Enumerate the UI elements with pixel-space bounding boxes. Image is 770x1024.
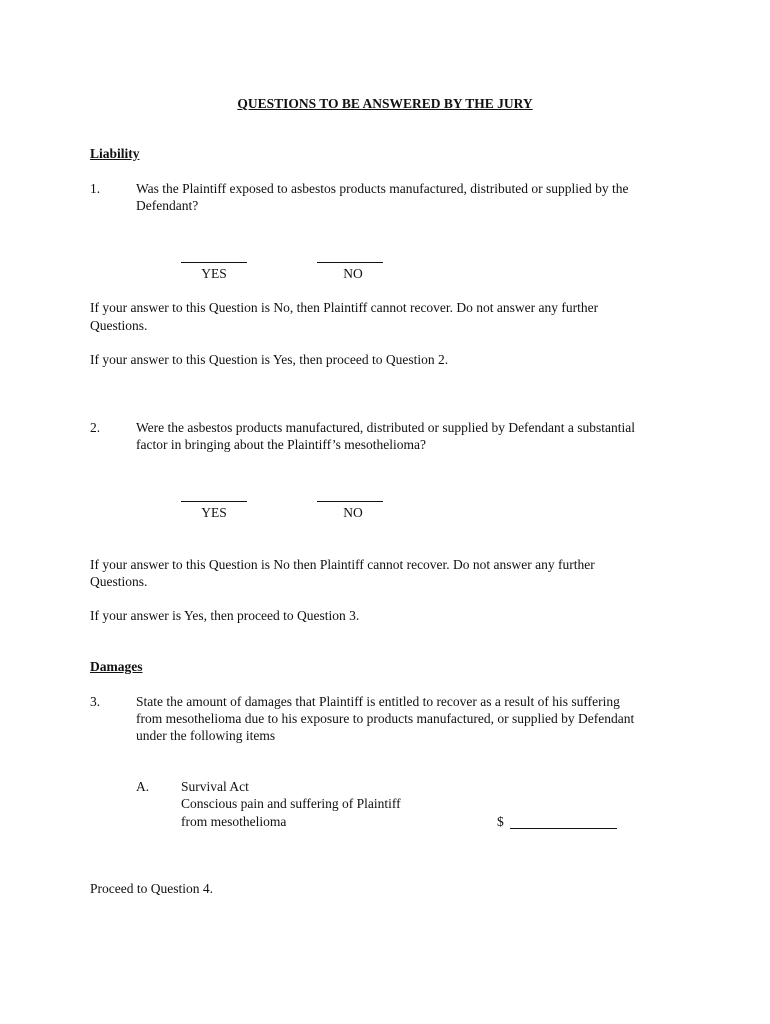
item-a-line-3: from mesothelioma bbox=[181, 814, 287, 829]
question-2-text-line-1: Were the asbestos products manufactured, distributed or supplied by Defendant a substantial bbox=[136, 420, 636, 435]
question-2-no-label: NO bbox=[343, 505, 363, 520]
question-1-if-no-line-1: If your answer to this Question is No, then Plaintiff cannot recover. Do not answer any further bbox=[90, 300, 599, 315]
liability-heading: Liability bbox=[90, 146, 140, 161]
question-2-no-blank[interactable] bbox=[317, 501, 383, 502]
question-3-text-line-1: State the amount of damages that Plaintiff is entitled to recover as a result of his suffering bbox=[136, 694, 620, 709]
question-2-text-line-2: factor in bringing about the Plaintiff’s mesothelioma? bbox=[136, 437, 426, 452]
page-title: QUESTIONS TO BE ANSWERED BY THE JURY bbox=[237, 96, 533, 111]
question-2-yes-blank[interactable] bbox=[181, 501, 247, 502]
currency-symbol: $ bbox=[497, 814, 504, 829]
item-a-line-1: Survival Act bbox=[181, 779, 249, 794]
question-1-no-label: NO bbox=[343, 266, 363, 281]
question-2-if-no-line-1: If your answer to this Question is No then Plaintiff cannot recover. Do not answer any further bbox=[90, 557, 595, 572]
question-3-text-line-3: under the following items bbox=[136, 728, 276, 743]
question-1-text-line-1: Was the Plaintiff exposed to asbestos products manufactured, distributed or supplied by the bbox=[136, 181, 629, 196]
question-1-number: 1. bbox=[90, 181, 101, 196]
question-1-text-line-2: Defendant? bbox=[136, 198, 199, 213]
question-2-number: 2. bbox=[90, 420, 101, 435]
question-3-text-line-2: from mesothelioma due to his exposure to products manufactured, or supplied by Defendant bbox=[136, 711, 635, 726]
item-a-line-2: Conscious pain and suffering of Plaintiff bbox=[181, 796, 401, 811]
damages-heading: Damages bbox=[90, 659, 143, 674]
question-2-if-no-line-2: Questions. bbox=[90, 574, 148, 589]
question-2-if-yes: If your answer is Yes, then proceed to Question 3. bbox=[90, 608, 360, 623]
item-a-letter: A. bbox=[136, 779, 150, 794]
question-1-yes-label: YES bbox=[201, 266, 227, 281]
proceed-to-question-4: Proceed to Question 4. bbox=[90, 881, 213, 896]
question-3-number: 3. bbox=[90, 694, 101, 709]
question-1-yes-blank[interactable] bbox=[181, 262, 247, 263]
damages-amount-blank[interactable] bbox=[510, 828, 617, 829]
question-1-if-yes: If your answer to this Question is Yes, then proceed to Question 2. bbox=[90, 352, 449, 367]
question-2-yes-label: YES bbox=[201, 505, 227, 520]
question-1-if-no-line-2: Questions. bbox=[90, 318, 148, 333]
question-1-no-blank[interactable] bbox=[317, 262, 383, 263]
